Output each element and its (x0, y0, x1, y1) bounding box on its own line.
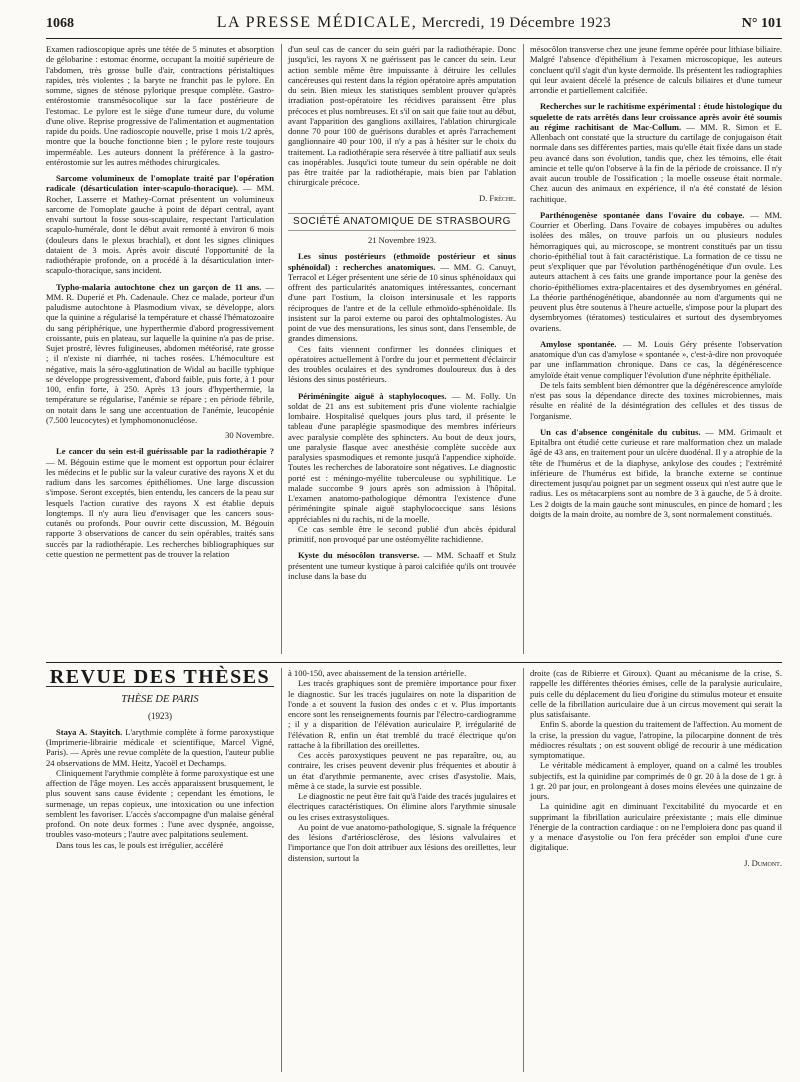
revue-title: REVUE DES THÈSES (49, 666, 271, 688)
communication-heading: Le cancer du sein est-il guérissable par la radiothérapie ? (56, 446, 274, 457)
author-signature: J. Dumont. (744, 857, 782, 868)
column-4 (46, 668, 274, 1072)
column-5 (288, 668, 516, 1072)
communication-heading: Typho-malaria autochtone chez un garçon de 11 ans. (56, 281, 262, 292)
body-paragraph: De tels faits semblent bien démontrer que la dégénérescence amyloïde n'est pas sous la dépendance directe des toxines microbiennes, mais résulte en réalité de la désintégration des cellules et des tissus de l'organisme. (530, 379, 782, 421)
communication-body: — MM. R. Simon et E. Allenbach ont constaté que la structure du cartilage de conjugaison était normale dans ses différentes parties, mais qu'elle était fixée dans un stade peu avancé dans son évolution, tandis que, chez les témoins, elle était amincie et telle qu'on l'observe à la fin de la période de croissance. Il n'y avait aucun trouble de l'ossification ; la moelle osseuse était normale. Chez aucun des animaux en expérience, il n'a été constaté de lésion rachitique. (530, 121, 782, 204)
communication-paragraph (46, 282, 274, 426)
column-6 (530, 668, 782, 1072)
communication-heading: Périméningite aiguë à staphylocoques. (298, 390, 447, 401)
communication-paragraph (288, 550, 516, 581)
communication-heading: Amylose spontanée. (540, 338, 617, 349)
body-paragraph: Le véritable médicament à employer, quand on a calmé les troubles subjectifs, est la quinidine par comprimés de 0 gr. 20 à la dose de 1 gr. à 1 gr. 20 par jour, en prolongeant à doses moins élevées une quinzaine de jours. (530, 760, 782, 801)
column-2 (288, 44, 516, 654)
page-number: 1068 (46, 16, 74, 31)
communication-body: — MM. Schaaff et Stulz présentent une tumeur kystique à paroi calcifiée qu'ils ont trouvée incluse dans la base du (288, 550, 516, 581)
these-subtitle: THÈSE DE PARIS (121, 694, 199, 706)
communication-heading: Recherches sur le rachitisme expérimental : étude histologique du squelette de rats arrêtés dans leur croissance après avoir été soumis au régime rachitisant de Mac-Collum. (530, 101, 782, 132)
body-paragraph: mésocôlon transverse chez une jeune femme opérée pour lithiase biliaire. Malgré l'absence d'épithélium à l'examen microscopique, les auteurs concluent qu'il s'agit d'un kyste dermoïde. Ils présentent les radiographies qui leur avaient décelé la présence de calculs biliaires et d'une tumeur arrondie et partiellement calcifiée. (530, 44, 782, 95)
society-heading: SOCIÉTÉ ANATOMIQUE DE STRASBOURG (288, 213, 516, 231)
column-3 (530, 44, 782, 654)
journal-title (46, 14, 782, 32)
column-divider (281, 44, 282, 654)
communication-body: L'arythmie complète à forme paroxystique (Imprimerie-librairie médicale et scientifique, Marcel Vigné, Paris). — Après une revue complète de la question, l'auteur publie 24 observations de MM. Heitz, Yacoël et Dechamps. (46, 726, 274, 768)
communication-body: — MM. R. Duperié et Ph. Cadenaule. Chez ce malade, porteur d'un paludisme autochtone à Plasmodium vivax, se développe, alors que la quinine a régularisé la température et chassé l'hématozoaire du sang périphérique, une hyperthermie d'abord progressivement croissante, puis en plateau, sur laquelle la quinine n'a pas de prise. Sujet prostré, lèvres fuligineuses, abdomen météorisé, rate grosse ; il n'existe ni diarrhée, ni taches rosées. L'hémoculture est négative, mais la séro-agglutination de Widal au bacille typhique se développe progressivement, d'abord faible, puis forte, à 1 pour 100, enfin forte, à 250. Après 13 jours d'hyperthermie, la température se régularise, l'anémie se répare ; en période fébrile, on notait dans le sang une accentuation de l'anémie, leucopénie (7.500 leucocytes) et lymphomononucléose. (46, 281, 274, 425)
communication-paragraph (530, 210, 782, 333)
communication-body: — MM. Rocher, Lasserre et Mathey-Cornat présentent un volumineux sarcome de l'omoplate gauche à point de départ central, ayant envahi surtout la fosse sous-scapulaire, respectant l'articulation scapulo-humérale, dont le début avait remonté à environ 6 mois (douleurs dans le plexus brachial), et dont les signes cliniques dataient de 3 mois. Après avoir discuté l'opportunité de la radiothérapie profonde, on a procédé à la désarticulation inter-scapulo-thoracique, sans incident. (46, 183, 274, 276)
body-paragraph: d'un seul cas de cancer du sein guéri par la radiothérapie. Donc jusqu'ici, les rayons X ne guérissent pas le cancer du sein. Leur action semble même être impuissante à détruire les cellules cancéreuses qui restent dans la région opératoire après amputation du sein. Bien mieux les statistiques semblent prouver qu'après irradiation post-opératoire les récidives paraissent être plus précoces et plus nombreuses. Et s'il on sait que faite tout au début, avant l'apparition des ganglions axillaires, l'ablation chirurgicale donne 70 pour 100 de guérisons durables et après l'arrachement ganglionnaire 40 pour 100, il n'y a pas à hésiter sur le choix du traitement. La radiothérapie sera réservée à titre palliatif aux seuls cas inopérables. Jusqu'ici toute tumeur du sein opérable ne doit pas être traitée par la radiothérapie, mais bien par l'ablation chirurgicale précoce. (288, 44, 516, 188)
journal-name: LA PRESSE MÉDICALE, (216, 14, 418, 31)
body-paragraph: Cliniquement l'arythmie complète à forme paroxystique est une affection de l'âge moyen. Les accès apparaissent brusquement, le plus souvent sans cause évidente ; cependant les émotions, le surmenage, un repas copieux, une intoxication ou une infection semblent les favoriser. L'accès s'accompagne d'un malaise général profond. On note deux formes : l'une avec dyspnée, angoisse, troubles vaso-moteurs ; l'autre avec palpitations seulement. (46, 767, 274, 840)
communication-heading: Parthénogenèse spontanée dans l'ovaire du cobaye. (540, 209, 745, 220)
communication-body: — MM. Courrier et Oberling. Dans l'ovaire de cobayes impubères ou adultes isolées des mâles, on trouve parfois un ou plusieurs nodules hémorragiques qui, au microscope, se montrent constitués par un tissu chorio-épithélial tout à fait caractéristique. La formation de ce tissu ne peut s'expliquer que par l'évolution parthénogénétique d'un ovule. Les auteurs attachent à ces faits une grande importance pour la genèse des chorio-épithéliomes extra-placentaires et des dysembryomes en général. La théorie parthénogénétique, abandonnée au nom d'arguments qui ne peuvent plus être soutenus à l'heure actuelle, s'impose pour la plupart des dysembryomes (tératomes) testiculaires et surtout des dysembryomes ovariens. (530, 209, 782, 333)
communication-body: — M. Bégouin estime que le moment est opportun pour éclairer les médecins et le public sur la valeur curative des rayons X et du radium dans les sarcomes épithéliomes. Une large discussion s'impose. Seront exceptés, bien entendu, les cancers de la peau sur lesquels l'action curative des rayons X est établie depuis longtemps. Il n'y aura lieu d'envisager que les cancers sous-cutanés ou profonds. Pour ouvrir cette discussion, M. Bégouin rapporte 3 observations de cancer du sein opérables, traités sans succès par la radiothérapie. Les recherches bibliographiques sur cette question ne permettent pas de trouver la relation (46, 456, 274, 559)
body-paragraph: Ce cas semble être le second publié d'un abcès épidural primitif, non provoqué par une ostéomyélite rachidienne. (288, 523, 516, 544)
column-4-text (46, 727, 274, 850)
body-paragraph: Les tracés graphiques sont de première importance pour fixer le diagnostic. Sur les tracés jugulaires on note la disparition de l'onde a et souvent la fusion des ondes c et v. Plus importants encore sont les renseignements fournis par l'électro-cardiogramme ; il y a disparition de l'élévation auriculaire P, irrégularité de l'élévation R, enfin un état tremblé du tracé électrique qu'on rattache à la fibrillation des oreillettes. (288, 678, 516, 750)
author-signature: D. Frèche. (478, 192, 516, 203)
communication-paragraph (288, 251, 516, 343)
communication-paragraph (46, 173, 274, 276)
communication-paragraph (46, 446, 274, 559)
communication-heading: Kyste du mésocôlon transverse. (298, 550, 420, 561)
body-paragraph: Enfin S. aborde la question du traitement de l'affection. Au moment de la crise, la pression du vague, l'atropine, la pilocarpine donnent de très médiocres résultats ; on est souvent obligé de recourir à une médication symptomatique. (530, 719, 782, 760)
body-paragraph: Ces accès paroxystiques peuvent ne pas reparaître, ou, au contraire, les crises peuvent devenir plus fréquentes et aboutir à un état d'arythmie permanente, avec crises d'asystolie. Mais, même à ce stade, la survie est possible. (288, 750, 516, 791)
communication-paragraph (530, 339, 782, 380)
page-header (46, 14, 782, 36)
issue-number: N° 101 (741, 16, 782, 31)
session-date: 30 Novembre. (225, 430, 274, 440)
body-paragraph: Examen radioscopique après une tétée de 5 minutes et absorption de gélobarine : estomac énorme, occupant la moitié supérieure de l'abdomen, très grosse bulle d'air, contractions péristaltiques rapides, très violentes ; la baryte ne franchit pas le pylore. En somme, signes de sténose pylorique presque complète. Gastro-entérostomie transmésocolique sur la face postérieure de l'estomac. Le pylore est le siège d'une tumeur dure, du volume d'une olive. Reprise progressive de l'alimentation et augmentation rapide du poids. Une radioscopie nouvelle, prise 1 mois 1/2 après, montre que la bouche fonctionne bien ; le pylore reste toujours imperméable. Les auteurs donnent la préférence à la gastro-entérostomie sur les autres méthodes chirurgicales. (46, 44, 274, 167)
communication-paragraph (530, 101, 782, 204)
body-paragraph: Le diagnostic ne peut être fait qu'à l'aide des tracés jugulaires et électriques caractéristiques. On élimine alors l'arythmie sinusale ou les crises extrasystoliques. (288, 791, 516, 822)
communication-heading: Un cas d'absence congénitale du cubitus. (540, 426, 701, 437)
these-year: (1923) (148, 710, 172, 721)
communication-paragraph (46, 727, 274, 768)
column-divider (523, 668, 524, 1072)
body-paragraph: Au point de vue anatomo-pathologique, S. signale la fréquence des lésions d'artériosclérose, des lésions valvulaires et l'importance que l'on doit attribuer aux lésions des oreillettes, leur distension, surtout la (288, 821, 516, 863)
body-paragraph: à 100-150, avec abaissement de la tension artérielle. (288, 668, 467, 678)
communication-heading: Les sinus postérieurs (ethmoïde postérieur et sinus sphénoïdal) : recherches anatomiques. (288, 251, 516, 272)
communication-body: — MM. G. Canuyt, Terracol et Léger présentent une série de 10 sinus sphénoïdaux qui offrent des particularités anatomiques intéressantes, concernant d'une part l'ostium, la cloison intersinusale et les rapports réciproques de l'antre et de la cellule ethmoïdo-sphénoïdale. Ils insistent sur la paroi externe ou paroi des ophtalmologistes. Au point de vue des mensurations, les sinus sont, dans l'ensemble, de grandes dimensions. (288, 261, 516, 344)
body-paragraph: La quinidine agit en diminuant l'excitabilité du myocarde et en supprimant la fibrillation auriculaire préexistante ; mais elle diminue l'énergie de la contraction cardiaque : on ne l'emploiera donc pas quand il y a menace d'asystolie ou l'on fera précéder son emploi d'une cure digitalique. (530, 801, 782, 853)
communication-body: — MM. Grimault et Epitalbra ont étudié cette curieuse et rare malformation chez un malade âgé de 43 ans, en traitement pour un ulcère duodénal. Il y a atrophie de la tête de l'humérus et de la diaphyse, ankylose des coudes ; l'extrémité inférieure de l'humérus est bifide, la branche externe se continue directement jusqu'au poignet par un segment osseux qui n'est autre que le radius. Les os métacarpiens sont au nombre de 3 à gauche, de 5 à droite. Les 2 doigts de la main gauche sont minuscules, en pince de homard ; les doigts de la main droite, au nombre de 3, sont normalement constitués. (530, 426, 782, 519)
body-paragraph: Dans tous les cas, le pouls est irrégulier, accéléré (56, 839, 224, 850)
issue-date: Mercredi, 19 Décembre 1923 (421, 15, 612, 31)
communication-heading: Sarcome volumineux de l'omoplate traité par l'opération radicale (désarticulation inter-scapulo-thoracique). (46, 173, 274, 194)
body-paragraph: Ces faits viennent confirmer les données cliniques et opératoires actuellement à l'ordre du jour et permettent d'éclaircir des troubles oculaires et des syndromes douloureux dus à des lésions des sinus postérieurs. (288, 343, 516, 385)
communication-paragraph (288, 391, 516, 524)
body-paragraph: droite (cas de Ribierre et Giroux). Quant au mécanisme de la crise, S. rappelle les différentes théories émises, celle de la paralysie auriculaire, puis celle du déplacement du lieu d'origine du stimulus moteur et ensuite celle de la fibrillation auriculaire due à un circus movement qui serait la plus satisfaisante. (530, 668, 782, 719)
communication-body: — M. Louis Géry présente l'observation anatomique d'un cas d'amylose « spontanée », c'est-à-dire non provoquée par une inflammation chronique. Dans ce cas, la dégénérescence amyloïde était venue compliquer l'évolution d'une néphrite épithéliale. (530, 338, 782, 380)
communication-heading: Staya A. Stayitch. (56, 726, 123, 737)
session-date: 21 Novembre 1923. (367, 235, 437, 245)
communication-body: — M. Folly. Un soldat de 21 ans est subitement pris d'une violente rachialgie lombaire. Hospitalisé quelques jours plus tard, il présente le tableau d'une paraplégie spasmodique des membres inférieurs avec paralysie complète des sphincters. Au bout de deux jours, une paralysie flasque avec anesthésie complète succède aux paralysies spasmodiques et remonte jusqu'à l'appendice xiphoïde. Toutes les recherches de laboratoire sont négatives. Le diagnostic porté est : méningo-myélite tuberculeuse ou syphilitique. Le malade succombe 9 jours après son admission à l'hôpital. L'examen anatomo-pathologique démontra l'existence d'une périméningite spinale aiguë staphylococcique sans lésions appréciables ni du rachis, ni de la moelle. (288, 390, 516, 524)
section-rule (46, 662, 782, 663)
communication-paragraph (530, 427, 782, 519)
column-1 (46, 44, 274, 654)
column-divider (523, 44, 524, 654)
header-rule (46, 38, 782, 39)
column-divider (281, 668, 282, 1072)
